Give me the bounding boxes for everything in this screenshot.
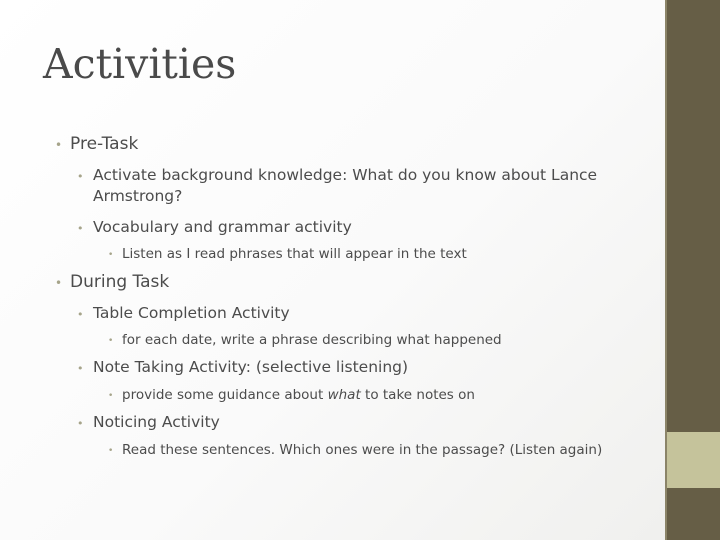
sub-sub-bullet-read-sentences <box>108 440 622 460</box>
bullet-icon: • <box>108 391 114 401</box>
sub-bullet-noticing <box>77 412 638 433</box>
emphasis-text: what <box>327 387 361 403</box>
bullet-text <box>122 387 475 403</box>
sub-bullet-vocabulary <box>77 217 638 238</box>
bullet-text: Table Completion Activity <box>93 304 290 322</box>
bullet-icon: • <box>108 336 114 346</box>
bullet-text: Activate background knowledge: What do you know about Lance Armstrong? <box>93 166 598 205</box>
sub-sub-bullet-listen-phrases <box>108 244 622 264</box>
bullet-icon: • <box>77 417 84 430</box>
bullet-icon: • <box>77 362 84 375</box>
sub-sub-bullet-guidance <box>108 385 622 405</box>
bullet-text: Pre-Task <box>70 134 139 154</box>
bullet-icon: • <box>77 222 84 235</box>
bullet-icon: • <box>108 250 114 260</box>
text-run: provide some guidance about <box>122 387 328 403</box>
bullet-icon: • <box>77 308 84 321</box>
bullet-icon: • <box>108 446 114 456</box>
bullet-icon: • <box>55 138 63 152</box>
bullet-icon: • <box>55 276 63 290</box>
bullet-text: Noticing Activity <box>93 413 220 431</box>
sub-bullet-table-completion <box>77 303 638 324</box>
sub-sub-bullet-each-date <box>108 330 622 350</box>
sub-bullet-background-knowledge <box>77 165 638 207</box>
bullet-text: for each date, write a phrase describing what happened <box>122 332 502 348</box>
bullet-text: Read these sentences. Which ones were in the passage? (Listen again) <box>122 442 603 458</box>
bullet-icon: • <box>77 170 84 183</box>
slide-title: Activities <box>43 40 237 88</box>
bullet-text: Vocabulary and grammar activity <box>93 218 352 236</box>
bullet-during-task <box>55 272 170 293</box>
sidebar-accent-block <box>667 432 720 488</box>
bullet-pre-task <box>55 134 139 155</box>
bullet-text: Note Taking Activity: (selective listening) <box>93 358 409 376</box>
sub-bullet-note-taking <box>77 357 638 378</box>
bullet-text: During Task <box>70 272 170 292</box>
bullet-text: Listen as I read phrases that will appear in the text <box>122 246 467 262</box>
text-run: to take notes on <box>360 387 475 403</box>
